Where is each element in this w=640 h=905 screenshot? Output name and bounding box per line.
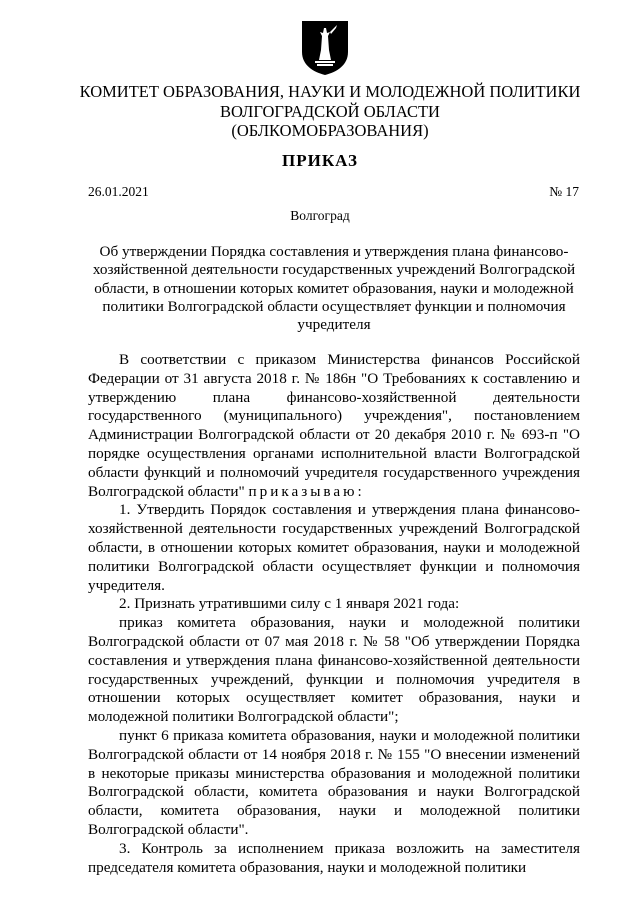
header-line-1: КОМИТЕТ ОБРАЗОВАНИЯ, НАУКИ И МОЛОДЕЖНОЙ ПОЛИТИКИ — [79, 82, 581, 101]
coat-of-arms-emblem — [301, 20, 349, 76]
document-number: № 17 — [549, 184, 579, 199]
intro-text: В соответствии с приказом Министерства финансов Российской Федерации от 31 августа 2018 г. № 186н "О Требованиях к составлению и утверждению плана финансово-хозяйственной деятельности государственного (муниципального) учреждения", постановлением Администрации Волгоградской области от 20 декабря 2010 г. № 693-п "О порядке осуществления органами исполнительной власти Волгоградской области функций и полномочий учредителя государственного учреждения Волгоградской области" — [88, 351, 580, 500]
item-2-a: приказ комитета образования, науки и молодежной политики Волгоградской области от 07 мая 2018 г. № 58 "Об утверждении Порядка составления и утверждения плана финансово-хозяйственной деятельности государственных учреждений, функции и полномочия учредителя в отношении которых осуществляет комитет образования, науки и молодежной политики Волгоградской области"; — [88, 614, 580, 726]
document-city: Волгоград — [290, 208, 350, 223]
document-date: 26.01.2021 — [88, 184, 149, 199]
header-line-3: (ОБЛКОМОБРАЗОВАНИЯ) — [231, 121, 429, 140]
order-word: приказываю: — [248, 482, 365, 500]
intro-paragraph — [88, 351, 580, 501]
item-3: 3. Контроль за исполнением приказа возложить на заместителя председателя комитета образования, науки и молодежной политики — [88, 839, 580, 876]
item-1: 1. Утвердить Порядок составления и утверждения плана финансово-хозяйственной деятельности государственных учреждений Волгоградской области, в отношении которых комитет образования, науки и молодежной политики Волгоградской области осуществляет функции и полномочия учредителя. — [88, 501, 580, 594]
header-line-2: ВОЛГОГРАДСКОЙ ОБЛАСТИ — [220, 101, 440, 121]
document-body — [88, 351, 580, 877]
organization-header — [60, 82, 600, 141]
item-2: 2. Признать утратившими силу с 1 января 2021 года: — [119, 595, 460, 613]
document-title: Об утверждении Порядка составления и утверждения плана финансово-хозяйственной деятельности государственных учреждений Волгоградской области, в отношении которых комитет образования, науки и молодежной политики Волгоградской области осуществляет функции и полномочия учредителя — [92, 243, 576, 334]
item-2-b: пункт 6 приказа комитета образования, науки и молодежной политики Волгоградской области от 14 ноября 2018 г. № 155 "О внесении изменений в некоторые приказы министерства образования и молодежной политики Волгоградской области, комитета образования и науки Волгоградской области, комитета образования, науки и молодежной политики Волгоградской области". — [88, 726, 580, 838]
document-type: ПРИКАЗ — [282, 151, 358, 170]
